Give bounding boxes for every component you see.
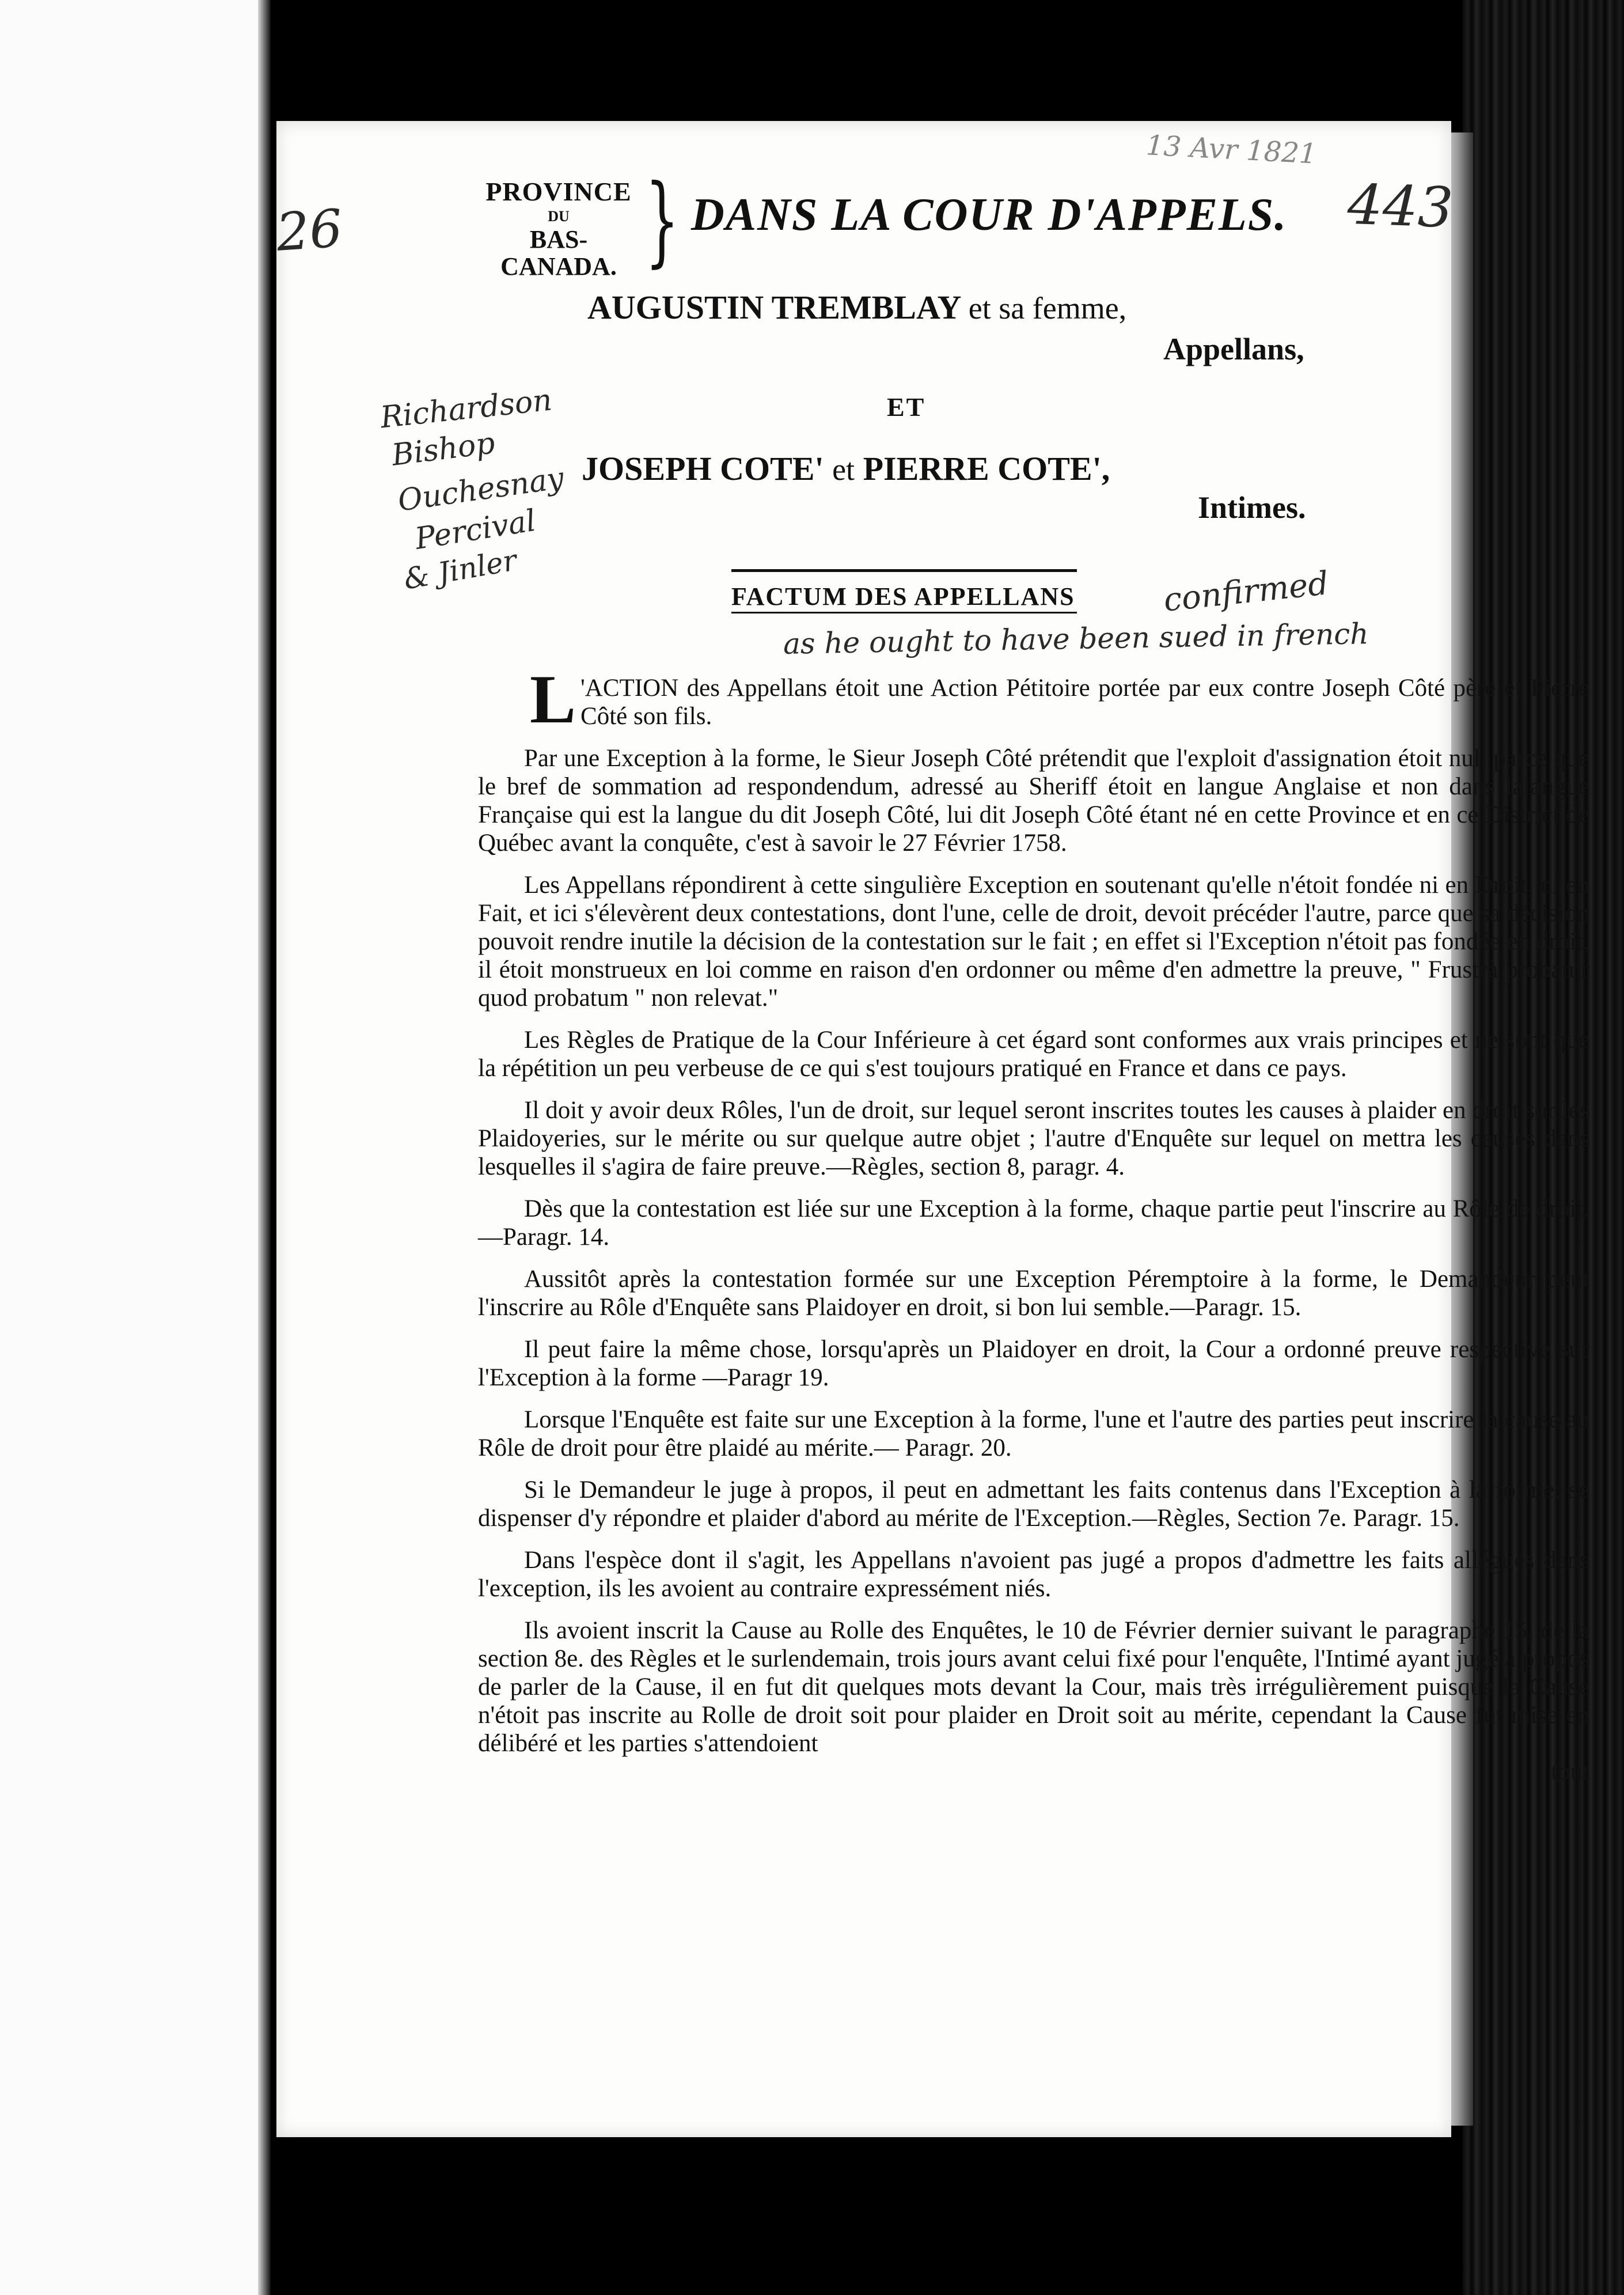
paragraph-11: Dans l'espèce dont il s'agit, les Appellans n'avoient pas jugé a propos d'admettre les faits allégués dans l'exception, ils les avoient au contraire expressément niés. — [478, 1547, 1589, 1602]
factum-title: FACTUM DES APPELLANS — [731, 582, 1075, 611]
body-text — [478, 661, 1589, 1786]
respondent-join: et — [832, 452, 855, 487]
scan-margin-edge — [258, 0, 271, 2295]
paragraph-12: Ils avoient inscrit la Cause au Rolle des Enquêtes, le 10 de Février dernier suivant le paragraphe 15, de la section 8e. des Règles et le surlendemain, trois jours avant celui fixé pour l'enquête, l'Intimé ayant jugé a propos de parler de la Cause, il en fut dit quelques mots devant la Cour, mais très irrégulièrement puisque la Cause n'étoit pas inscrite au Rolle de droit soit pour plaider en Droit soit au mérite, cependant la Cause fut mise en délibéré et les parties s'attendoient — [478, 1617, 1589, 1757]
paragraph-8: Il peut faire la même chose, lorsqu'après un Plaidoyer en droit, la Cour a ordonné preuve respective sur l'Exception à la forme —Paragr 19. — [478, 1336, 1589, 1391]
paragraph-6: Dès que la contestation est liée sur une Exception à la forme, chaque partie peut l'inscrire au Rôle de droit.—Paragr. 14. — [478, 1195, 1589, 1251]
factum-rule-top — [731, 569, 1077, 572]
handwritten-date: 13 Avr 1821 — [1145, 129, 1318, 171]
handwritten-judge-3: Ouchesnay — [396, 461, 566, 518]
handwritten-judge-2: Bishop — [390, 426, 497, 473]
respondent-name-2: PIERRE COTE', — [863, 450, 1110, 487]
catchword: tout — [1551, 1758, 1589, 1785]
handwritten-note: as he ought to have been sued in french — [783, 617, 1369, 661]
respondents-role: Intimes. — [1198, 490, 1306, 525]
factum-rule-bottom — [731, 612, 1077, 613]
drop-cap: L — [530, 661, 576, 737]
province-line-2: DU — [548, 207, 570, 225]
appellants-role: Appellans, — [1163, 332, 1304, 366]
paragraph-9: Lorsque l'Enquête est faite sur une Exception à la forme, l'une et l'autre des parties peut inscrire la cause au Rôle de droit pour être plaidé au mérite.— Paragr. 20. — [478, 1406, 1589, 1461]
paragraph-4: Les Règles de Pratique de la Cour Inférieure à cet égard sont conformes aux vrais principes et ne sont que la répétition un peu verbeuse de ce qui s'est toujours pratiqué en France et dans ce pays. — [478, 1027, 1589, 1082]
handwritten-folio: 443 — [1346, 172, 1455, 241]
party-conjunction: ET — [887, 392, 926, 422]
paragraph-1: L 'ACTION des Appellans étoit une Action Pétitoire portée par eux contre Joseph Côté père et Pierre Côté son fils. — [530, 661, 1589, 737]
handwritten-judge-1: Richardson — [378, 382, 554, 435]
handwritten-left-number: 26 — [274, 198, 345, 263]
province-line-3: BAS-CANADA. — [500, 225, 617, 281]
scan-margin-left — [0, 0, 271, 2295]
paragraph-3: Les Appellans répondirent à cette singulière Exception en soutenant qu'elle n'étoit fondée ni en Droit, ni en Fait, et ici s'élevèrent deux contestations, dont l'une, celle de droit, devoit précéder l'autre, parce que sa décision pouvoit rendre inutile la décision de la contestation sur le fait ; en effet si l'Exception n'étoit pas fondée en droit, il étoit monstrueux en loi comme en raison d'en ordonner ou même d'en admettre la preuve, " Frustrà probatur quod probatum " non relevat." — [478, 872, 1589, 1012]
appellants-suffix: et sa femme, — [968, 291, 1127, 325]
paragraph-10: Si le Demandeur le juge à propos, il peut en admettant les faits contenus dans l'Exception à la forme, se dispenser d'y répondre et plaider d'abord au mérite de l'Exception.—Règles, Section 7e. Paragr. 15. — [478, 1476, 1589, 1532]
paragraph-7: Aussitôt après la contestation formée sur une Exception Péremptoire à la forme, le Demandeur peut l'inscrire au Rôle d'Enquête sans Plaidoyer en droit, si bon lui semble.—Paragr. 15. — [478, 1266, 1589, 1321]
paragraph-2: Par une Exception à la forme, le Sieur Joseph Côté prétendit que l'exploit d'assignation étoit nul, parce que le bref de sommation ad respondendum, adressé au Sheriff étoit en langue Anglaise et non dans lalangue Française qui est la langue du dit Joseph Côté, lui dit Joseph Côté étant né en cette Province et en ce District de Québec avant la conquête, c'est à savoir le 27 Février 1758. — [478, 745, 1589, 857]
document-page — [274, 121, 1589, 2137]
handwritten-judge-5: & Jinler — [401, 543, 519, 596]
respondents-line — [582, 449, 1110, 488]
respondent-name-1: JOSEPH COTE' — [582, 450, 824, 487]
appellants-name: AUGUSTIN TREMBLAY — [587, 289, 961, 326]
court-title: DANS LA COUR D'APPELS. — [691, 190, 1288, 240]
appellants-line — [587, 288, 1126, 327]
curly-brace-icon: } — [645, 164, 680, 278]
province-heading — [478, 177, 639, 281]
paragraph-5: Il doit y avoir deux Rôles, l'un de droit, sur lequel seront inscrites toutes les causes à plaider en droit sur les Plaidoyeries, sur le mérite ou sur quelque autre objet ; l'autre d'Enquête sur lequel on mettra les causes dans lesquelles il s'agira de faire preuve.—Règles, section 8, paragr. 4. — [478, 1097, 1589, 1180]
handwritten-confirmed: confirmed — [1162, 565, 1330, 619]
handwritten-judge-4: Percival — [412, 503, 538, 557]
province-line-1: PROVINCE — [485, 177, 632, 206]
